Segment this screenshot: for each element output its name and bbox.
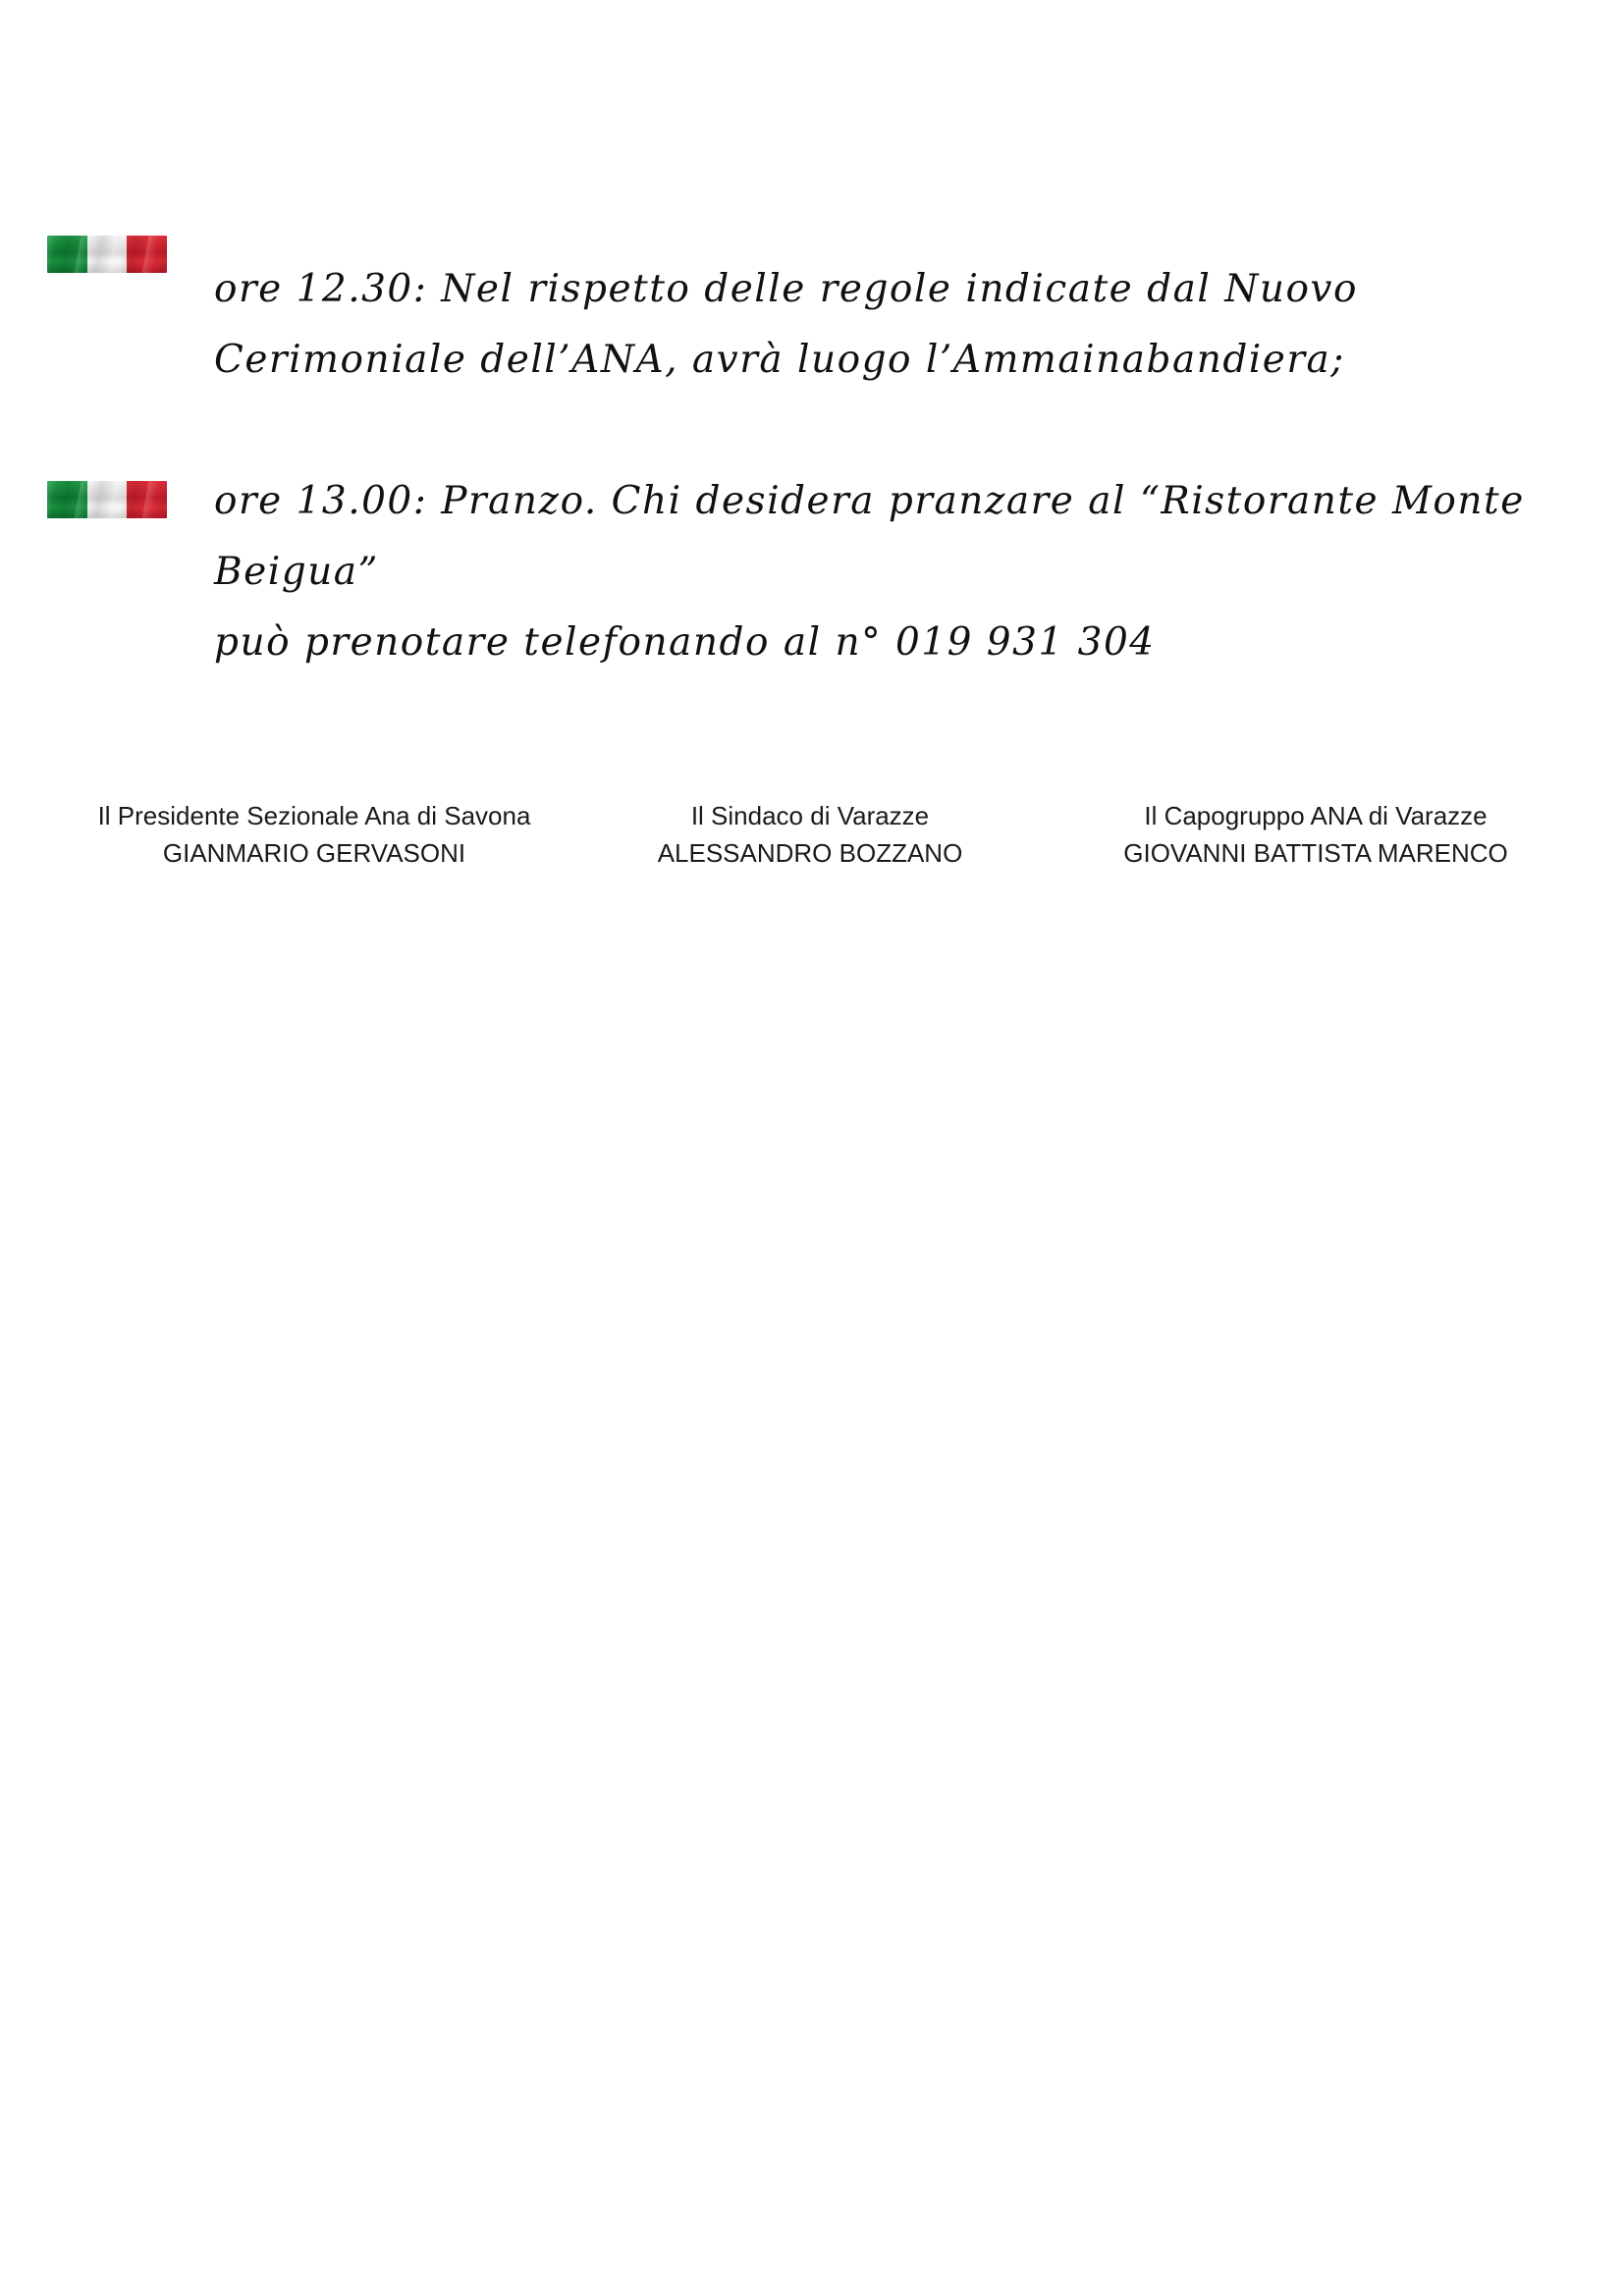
italian-flag-icon bbox=[47, 236, 167, 273]
flag-red-band bbox=[127, 481, 167, 518]
italian-flag-icon bbox=[47, 481, 167, 518]
signatory-name: GIANMARIO GERVASONI bbox=[162, 838, 466, 868]
signatory-name: GIOVANNI BATTISTA MARENCO bbox=[1123, 838, 1508, 868]
flag-white-band bbox=[87, 481, 128, 518]
signature-block-mayor bbox=[589, 797, 1031, 872]
schedule-item-2-line-2: Beigua” bbox=[214, 550, 379, 594]
signature-block-group-leader bbox=[1070, 797, 1561, 872]
schedule-item-1-line-2: Cerimoniale dell’ANA, avrà luogo l’Ammainabandiera; bbox=[214, 338, 1345, 382]
signature-block-president bbox=[59, 797, 569, 872]
signatory-role: Il Presidente Sezionale Ana di Savona bbox=[97, 801, 531, 830]
schedule-item-2-line-3: può prenotare telefonando al n° 019 931 304 bbox=[214, 620, 1156, 665]
signatory-role: Il Sindaco di Varazze bbox=[690, 801, 930, 830]
flag-green-band bbox=[47, 236, 87, 273]
signatory-name: ALESSANDRO BOZZANO bbox=[657, 838, 963, 868]
flag-green-band bbox=[47, 481, 87, 518]
schedule-item-1-line-1: ore 12.30: Nel rispetto delle regole indicate dal Nuovo bbox=[214, 267, 1358, 311]
flag-white-band bbox=[87, 236, 128, 273]
schedule-item-2-line-1: ore 13.00: Pranzo. Chi desidera pranzare al “Ristorante Monte bbox=[214, 479, 1525, 523]
flag-red-band bbox=[127, 236, 167, 273]
signatory-role: Il Capogruppo ANA di Varazze bbox=[1144, 801, 1488, 830]
